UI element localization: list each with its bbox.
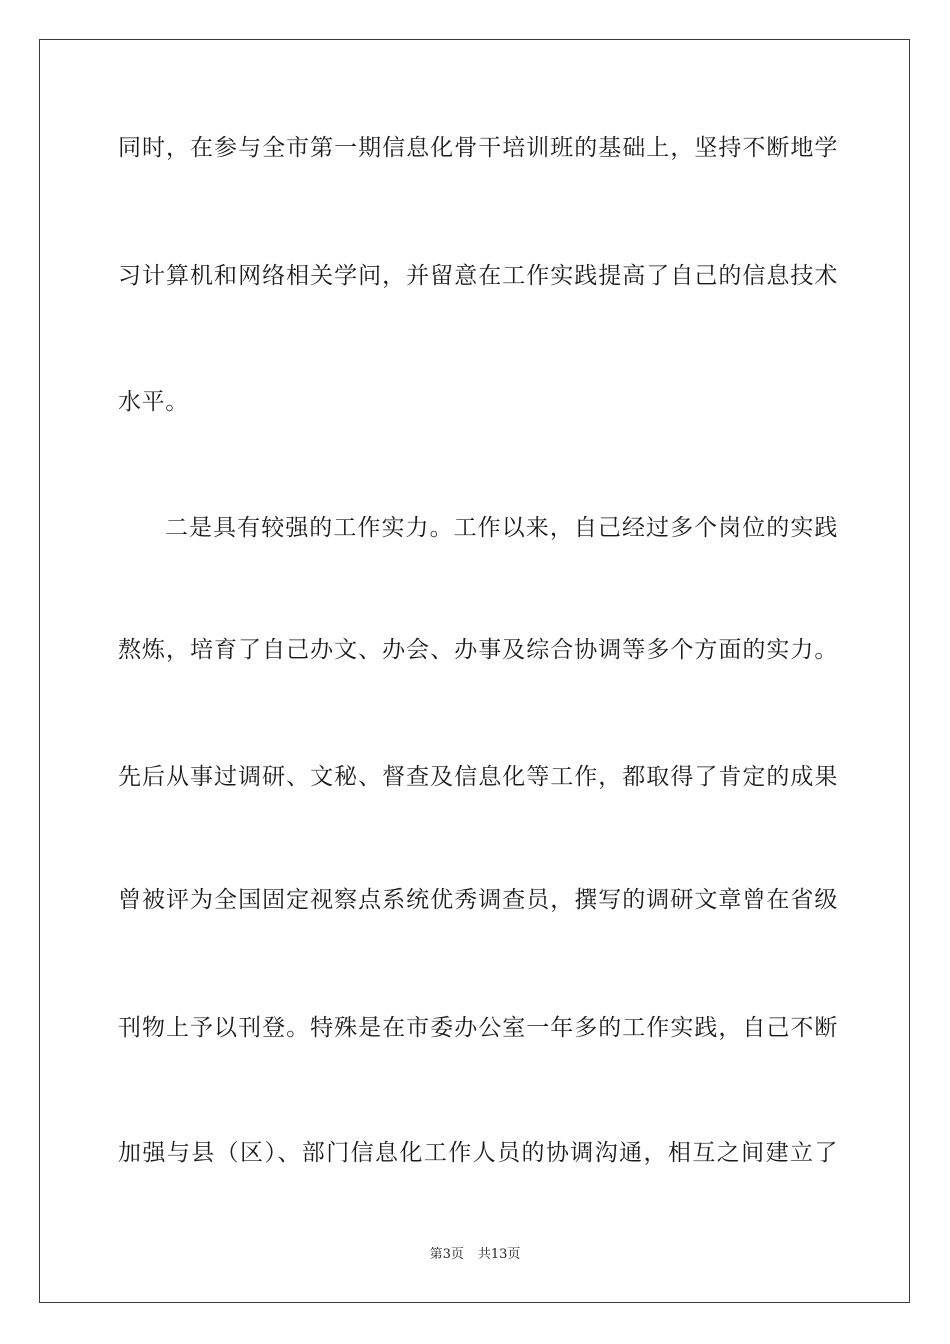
body-text-line-2: 习计算机和网络相关学问，并留意在工作实践提高了自己的信息技术	[118, 263, 838, 289]
body-text-line-9: 加强与县（区）、部门信息化工作人员的协调沟通，相互之间建立了	[118, 1140, 838, 1166]
page-total: 共13页	[477, 1247, 521, 1262]
body-text-line-4: 二是具有较强的工作实力。工作以来，自己经过多个岗位的实践	[165, 515, 838, 541]
body-text-line-7: 曾被评为全国固定视察点系统优秀调查员，撰写的调研文章曾在省级	[118, 887, 838, 913]
page-number: 第3页	[429, 1247, 464, 1262]
body-text-line-3: 水平。	[118, 389, 189, 415]
body-text-line-1: 同时，在参与全市第一期信息化骨干培训班的基础上，坚持不断地学	[118, 135, 838, 161]
body-text-line-8: 刊物上予以刊登。特殊是在市委办公室一年多的工作实践，自己不断	[118, 1015, 838, 1041]
page-footer	[0, 1246, 950, 1264]
body-text-line-5: 熬炼，培育了自己办文、办会、办事及综合协调等多个方面的实力。	[118, 637, 838, 663]
body-text-line-6: 先后从事过调研、文秘、督查及信息化等工作，都取得了肯定的成果	[118, 764, 838, 790]
page-border	[39, 39, 910, 1303]
